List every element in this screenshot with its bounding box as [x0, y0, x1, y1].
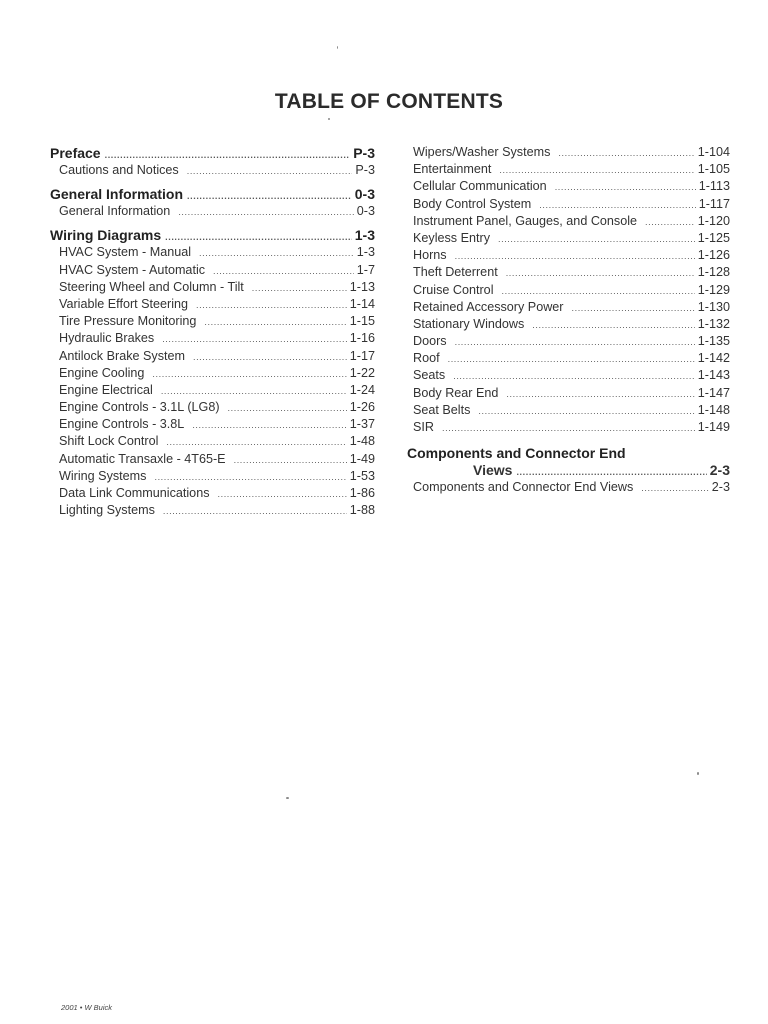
toc-entry-label: Engine Controls - 3.1L (LG8)	[59, 400, 220, 415]
dot-leader	[641, 480, 709, 496]
toc-entry-label: Hydraulic Brakes	[59, 331, 155, 346]
toc-entry-label: Roof	[413, 351, 440, 366]
toc-page-number: 1-24	[349, 382, 375, 397]
toc-entry[interactable]	[407, 247, 730, 264]
toc-entry-label: Body Control System	[413, 196, 532, 211]
toc-page-number: 1-26	[349, 400, 375, 415]
toc-entry[interactable]	[407, 333, 730, 350]
toc-entry-label: Automatic Transaxle - 4T65-E	[59, 451, 226, 466]
dot-leader	[178, 204, 353, 220]
dot-leader	[199, 245, 354, 261]
toc-page-number: 1-22	[349, 365, 375, 380]
toc-entry[interactable]	[50, 485, 375, 502]
toc-entry-label: Antilock Brake System	[59, 348, 185, 363]
toc-page-number: 1-125	[697, 230, 730, 245]
toc-page-number: 2-3	[709, 462, 730, 479]
toc-heading-label: Wiring Diagrams	[50, 227, 162, 244]
toc-page-number: 1-3	[354, 227, 375, 244]
dot-leader	[506, 265, 695, 281]
toc-entry-label: Tire Pressure Monitoring	[59, 314, 197, 329]
dot-leader	[498, 231, 695, 247]
toc-page-number: 1-117	[698, 196, 730, 211]
scan-speck	[697, 772, 699, 775]
dot-leader	[166, 434, 346, 450]
toc-entry-label: Instrument Panel, Gauges, and Console	[413, 213, 638, 228]
toc-entry[interactable]	[407, 316, 730, 333]
toc-entry[interactable]	[50, 279, 375, 296]
dot-leader	[187, 187, 352, 203]
dot-leader	[532, 317, 694, 333]
toc-entry-label: Cautions and Notices	[59, 163, 179, 177]
toc-entry-label: Entertainment	[413, 162, 492, 177]
toc-entry-label: Variable Effort Steering	[59, 296, 189, 311]
dot-leader	[192, 417, 346, 433]
toc-page-number: P-3	[355, 163, 375, 177]
dot-leader	[213, 263, 354, 279]
toc-entry[interactable]	[407, 230, 730, 247]
toc-page-number: 2-3	[711, 480, 730, 495]
toc-entry-label: Keyless Entry	[413, 230, 490, 245]
toc-page-number: P-3	[353, 145, 375, 161]
dot-leader	[453, 368, 695, 384]
toc-page-number: 1-147	[697, 385, 730, 400]
dot-leader	[448, 351, 695, 367]
dot-leader	[193, 349, 347, 365]
toc-entry-label: Engine Cooling	[59, 365, 145, 380]
toc-heading-label: General Information	[50, 186, 184, 203]
toc-page-number: 1-88	[349, 503, 375, 518]
page-footer: 2001 • W Buick	[61, 1003, 112, 1012]
toc-entry[interactable]	[50, 244, 375, 261]
toc-page-number: 1-113	[698, 179, 730, 194]
dot-leader	[204, 314, 346, 330]
dot-leader	[218, 486, 347, 502]
toc-entry[interactable]	[50, 502, 375, 519]
toc-entry[interactable]	[407, 161, 730, 178]
toc-page-number: 0-3	[354, 186, 375, 203]
dot-leader	[162, 331, 347, 347]
toc-entry[interactable]	[50, 330, 375, 347]
toc-entry[interactable]	[407, 196, 730, 213]
toc-page-number: 1-143	[697, 368, 730, 383]
toc-entry-label: Wiring Systems	[59, 468, 147, 483]
toc-entry-label: Theft Deterrent	[413, 265, 498, 280]
toc-entry[interactable]	[407, 299, 730, 316]
dot-leader	[234, 452, 347, 468]
toc-page-number: 1-86	[349, 486, 375, 500]
dot-leader	[163, 503, 347, 519]
toc-page-number: 1-49	[349, 451, 375, 466]
toc-entry[interactable]	[407, 282, 730, 299]
dot-leader	[196, 297, 347, 313]
toc-page-number: 1-104	[697, 145, 730, 159]
dot-leader	[539, 197, 695, 213]
toc-page-number: 1-130	[697, 299, 730, 314]
toc-entry-label: Doors	[413, 334, 447, 349]
toc-page-number: 1-17	[349, 348, 375, 363]
toc-entry[interactable]	[50, 399, 375, 416]
toc-page-number: 1-7	[356, 262, 375, 277]
scan-speck	[286, 797, 289, 799]
toc-entry-label: Data Link Communications	[59, 486, 210, 500]
toc-entry[interactable]	[407, 213, 730, 230]
toc-heading-wiring-diagrams[interactable]	[50, 226, 375, 244]
toc-heading-label: Preface	[50, 145, 101, 161]
toc-page-number: 1-105	[697, 162, 730, 177]
toc-entry-label: Engine Controls - 3.8L	[59, 417, 185, 432]
toc-page-number: 1-120	[697, 213, 730, 228]
toc-entry[interactable]	[50, 468, 375, 485]
toc-page-number: 1-53	[349, 468, 375, 483]
toc-page-number: 1-129	[697, 282, 730, 297]
toc-page-number: 1-142	[697, 351, 730, 366]
toc-entry[interactable]	[407, 367, 730, 384]
toc-entry-label: Engine Electrical	[59, 382, 153, 397]
toc-page-number: 1-37	[349, 417, 375, 432]
toc-entry[interactable]	[50, 365, 375, 382]
dot-leader	[499, 162, 694, 178]
toc-entry-label: Lighting Systems	[59, 503, 155, 518]
scan-speck	[337, 46, 338, 49]
toc-page-number: 1-126	[697, 248, 730, 263]
toc-page-number: 1-15	[349, 314, 375, 329]
toc-entry-label: Seat Belts	[413, 402, 471, 417]
toc-page-number: 1-132	[697, 316, 730, 331]
toc-entry[interactable]	[50, 313, 375, 330]
toc-entry[interactable]	[407, 178, 730, 195]
toc-entry-label: Retained Accessory Power	[413, 299, 564, 314]
dot-leader	[555, 179, 696, 195]
dot-leader	[228, 400, 347, 416]
toc-page-number: 1-14	[349, 296, 375, 311]
toc-page-number: 1-13	[349, 279, 375, 294]
toc-entry[interactable]	[407, 144, 730, 161]
toc-entry-label: Cellular Communication	[413, 179, 547, 194]
toc-entry-label: Seats	[413, 368, 446, 383]
toc-entry-label: Components and Connector End Views	[413, 480, 634, 495]
toc-page-number: 1-128	[697, 265, 730, 280]
toc-entry[interactable]	[407, 350, 730, 367]
dot-leader	[502, 283, 695, 299]
dot-leader	[161, 383, 347, 399]
toc-entry[interactable]	[407, 385, 730, 402]
dot-leader	[455, 248, 695, 264]
dot-leader	[645, 214, 695, 230]
dot-leader	[506, 386, 694, 402]
page-title: TABLE OF CONTENTS	[274, 90, 504, 113]
toc-page-number: 1-149	[697, 420, 730, 434]
dot-leader	[187, 163, 353, 179]
dot-leader	[572, 300, 695, 316]
dot-leader	[105, 146, 351, 162]
toc-entry-label: Body Rear End	[413, 385, 499, 400]
toc-page-number: 1-48	[349, 434, 375, 449]
dot-leader	[455, 334, 695, 350]
toc-heading-general-information[interactable]	[50, 185, 375, 203]
toc-entry-label: Shift Lock Control	[59, 434, 159, 449]
toc-entry-label: Steering Wheel and Column - Tilt	[59, 279, 244, 294]
toc-page-number: 1-148	[697, 402, 730, 417]
dot-leader	[152, 366, 346, 382]
dot-leader	[558, 145, 694, 161]
toc-entry[interactable]	[50, 262, 375, 279]
toc-page-number: 1-3	[356, 245, 375, 260]
toc-entry-label: Horns	[413, 248, 447, 263]
scan-speck	[328, 118, 330, 120]
toc-heading-components-connector-end-views[interactable]	[407, 444, 730, 479]
toc-entry[interactable]	[407, 402, 730, 419]
toc-heading-preface[interactable]	[50, 144, 375, 162]
toc-entry[interactable]	[50, 296, 375, 313]
toc-entry-label: Stationary Windows	[413, 316, 525, 331]
toc-entry[interactable]	[407, 419, 730, 436]
dot-leader	[516, 464, 706, 479]
toc-entry[interactable]	[50, 416, 375, 433]
toc-entry[interactable]	[50, 382, 375, 399]
toc-entry-label: HVAC System - Automatic	[59, 262, 206, 277]
toc-entry-label: Cruise Control	[413, 282, 494, 297]
toc-heading-label-continued: Views	[473, 462, 513, 479]
toc-entry[interactable]	[50, 162, 375, 179]
dot-leader	[442, 420, 695, 436]
dot-leader	[252, 280, 347, 296]
toc-entry-label: HVAC System - Manual	[59, 245, 192, 260]
dot-leader	[165, 228, 352, 244]
toc-entry[interactable]	[50, 451, 375, 468]
toc-entry[interactable]	[50, 203, 375, 220]
toc-left-column	[50, 144, 375, 519]
toc-entry[interactable]	[407, 264, 730, 281]
toc-entry-label: Wipers/Washer Systems	[413, 145, 551, 159]
toc-entry[interactable]	[50, 348, 375, 365]
toc-page-number: 0-3	[356, 204, 375, 219]
toc-right-column	[407, 144, 730, 496]
toc-page-number: 1-16	[349, 331, 375, 346]
dot-leader	[154, 469, 346, 485]
toc-entry[interactable]	[50, 433, 375, 450]
toc-entry-label: General Information	[59, 204, 171, 219]
toc-entry-label: SIR	[413, 420, 434, 434]
dot-leader	[478, 403, 694, 419]
toc-entry[interactable]	[407, 479, 730, 496]
toc-heading-label: Components and Connector End	[407, 445, 626, 462]
toc-page-number: 1-135	[697, 334, 730, 349]
